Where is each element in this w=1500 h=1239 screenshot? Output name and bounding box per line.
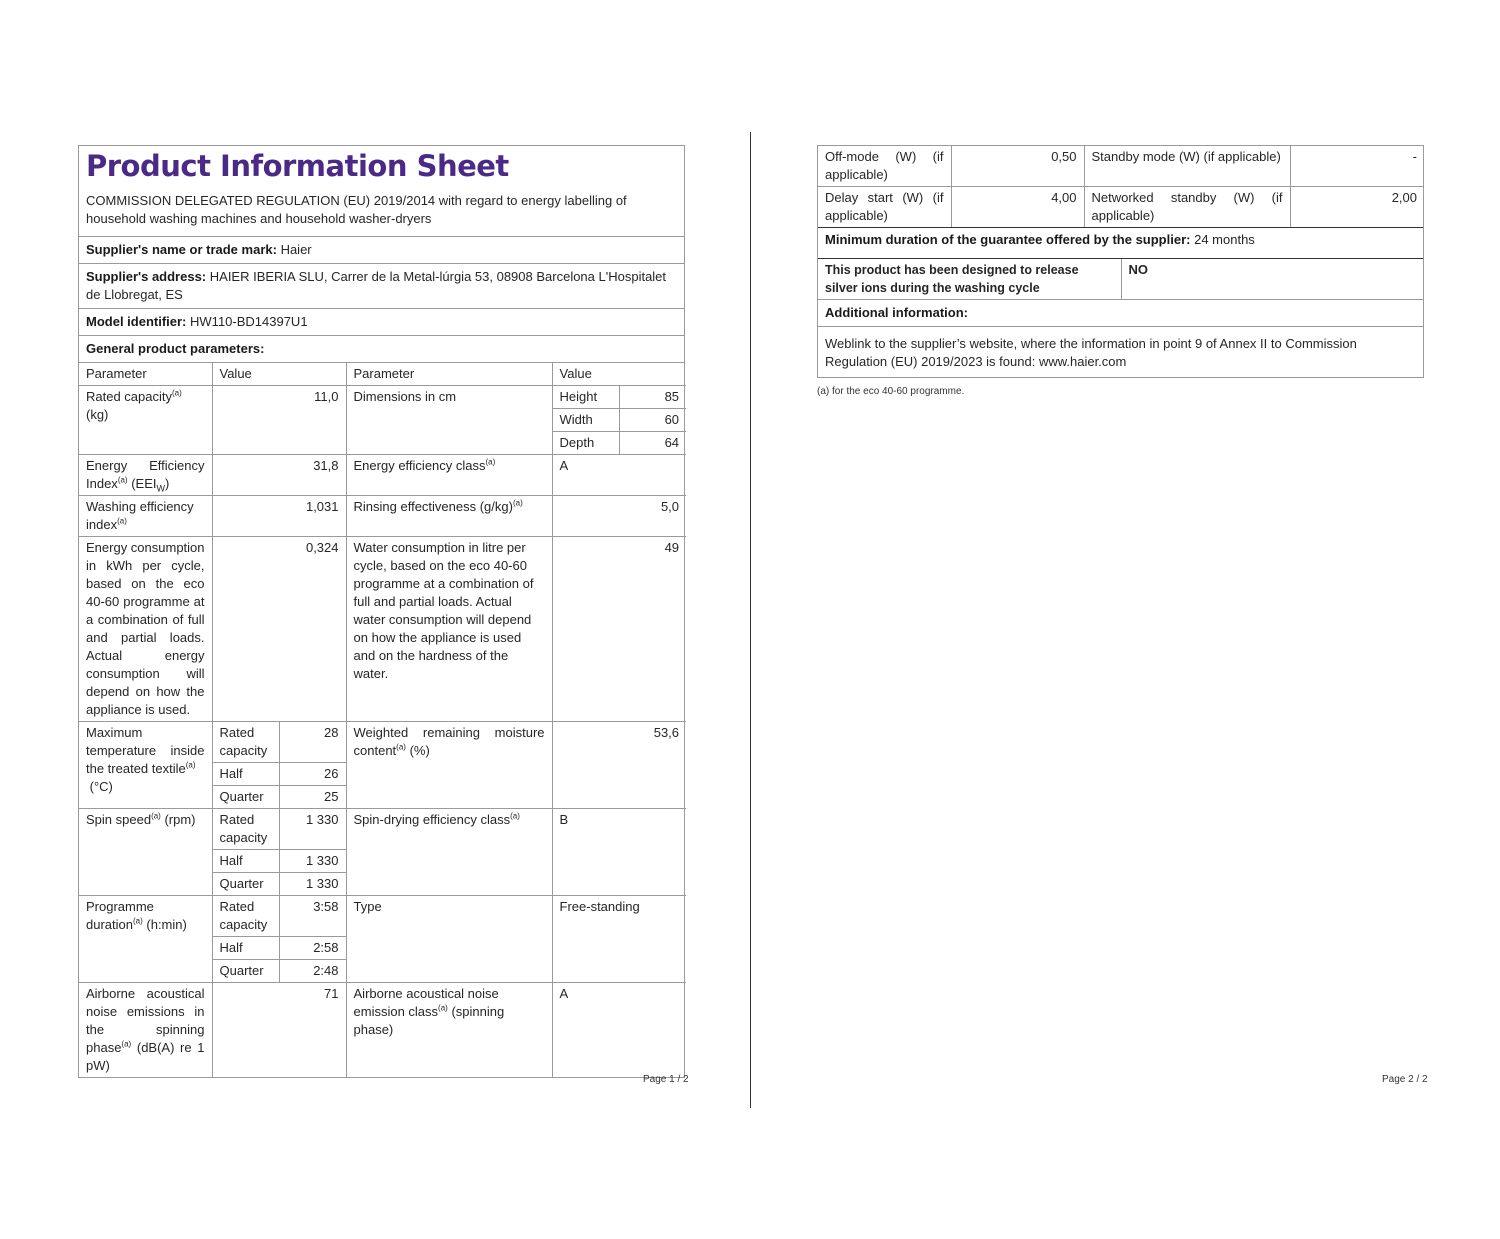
guarantee-value: 24 months — [1194, 232, 1255, 247]
table-row — [79, 537, 686, 722]
col-parameter-2: Parameter — [346, 363, 552, 386]
wei-value: 1,031 — [212, 496, 346, 537]
supplier-address-label: Supplier's address: — [86, 269, 207, 284]
page-title: Product Information Sheet — [86, 149, 509, 183]
table-row — [79, 496, 686, 537]
max-temp-label: Maximum temperature inside the treated textile$^{(a)}$ (°C) — [79, 722, 212, 809]
table-header-row — [79, 363, 686, 386]
spin-class-value: B — [552, 809, 686, 896]
table-row — [79, 983, 686, 1078]
table-row — [818, 259, 1425, 299]
silver-value: NO — [1121, 259, 1425, 299]
power-table — [818, 146, 1424, 227]
silver-table — [818, 259, 1425, 299]
model-row — [79, 308, 684, 335]
temp-rated-value: 28 — [279, 722, 346, 763]
params-table — [79, 363, 686, 1077]
general-params-row — [79, 335, 684, 362]
noise-label: Airborne acoustical noise emissions in the spinning phase$^{(a)}$ (dB(A) re 1 pW) — [79, 983, 212, 1078]
additional-info-row — [818, 299, 1423, 326]
additional-info-label: Additional information: — [825, 305, 968, 320]
wei-label: Washing efficiency index$^{(a)}$ — [79, 496, 212, 537]
table-row — [79, 722, 686, 763]
page-2-footer: Page 2 / 2 — [1382, 1074, 1428, 1085]
prog-half-value: 2:58 — [279, 937, 346, 960]
noise-class-label: Airborne acoustical noise emission class$^{(a)}$ (spinning phase) — [346, 983, 552, 1078]
programme-duration-label: Programme duration$^{(a)}$ (h:min) — [79, 896, 212, 983]
type-label: Type — [346, 896, 552, 983]
spin-half-value: 1 330 — [279, 850, 346, 873]
depth-label: Depth — [552, 432, 619, 455]
supplier-name-row — [79, 236, 684, 263]
height-value: 85 — [619, 386, 686, 409]
footnote: (a) for the eco 40-60 programme. — [817, 386, 965, 397]
temp-rated-label: Rated capacity — [212, 722, 279, 763]
moisture-value: 53,6 — [552, 722, 686, 809]
table-row — [818, 187, 1424, 228]
page-2-box — [817, 145, 1424, 378]
prog-half-label: Half — [212, 937, 279, 960]
noise-class-value: A — [552, 983, 686, 1078]
spin-class-label: Spin-drying efficiency class$^{(a)}$ — [346, 809, 552, 896]
width-label: Width — [552, 409, 619, 432]
table-row — [79, 455, 686, 496]
supplier-name: Haier — [280, 242, 312, 257]
col-parameter-1: Parameter — [79, 363, 212, 386]
spin-quarter-label: Quarter — [212, 873, 279, 896]
prog-rated-label: Rated capacity — [212, 896, 279, 937]
prog-quarter-label: Quarter — [212, 960, 279, 983]
weblink[interactable]: www.haier.com — [1038, 354, 1127, 369]
standby-label: Standby mode (W) (if applicable) — [1084, 146, 1290, 187]
moisture-label: Weighted remaining moisture content$^{(a)}$ (%) — [346, 722, 552, 809]
type-value: Free-standing — [552, 896, 686, 983]
prog-rated-value: 3:58 — [279, 896, 346, 937]
networked-label: Networked standby (W) (if applicable) — [1084, 187, 1290, 228]
energy-consumption-label: Energy consumption in kWh per cycle, based on the eco 40-60 programme at a combination of full and partial loads. Actual energy consumption will depend on how the appliance is used. — [79, 537, 212, 722]
guarantee-label: Minimum duration of the guarantee offered by the supplier: — [825, 232, 1191, 247]
supplier-address-row — [79, 263, 684, 308]
height-label: Height — [552, 386, 619, 409]
eei-label: Energy Efficiency Index$^{(a)}$ $(EEI_W)$ — [79, 455, 212, 496]
page-2 — [817, 145, 1424, 397]
rated-capacity-label: Rated capacity$^{(a)}$ (kg) — [79, 386, 212, 455]
eei-value: 31,8 — [212, 455, 346, 496]
supplier-name-label: Supplier's name or trade mark: — [86, 242, 277, 257]
networked-value: 2,00 — [1290, 187, 1424, 228]
temp-half-value: 26 — [279, 763, 346, 786]
dimensions-label: Dimensions in cm — [346, 386, 552, 455]
depth-value: 64 — [619, 432, 686, 455]
weblink-text: Weblink to the supplier’s website, where the information in point 9 of Annex II to Commission Regulation (EU) 2019/2023 is found: — [825, 336, 1357, 369]
energy-consumption-value: 0,324 — [212, 537, 346, 722]
silver-row — [818, 258, 1423, 299]
water-consumption-value: 49 — [552, 537, 686, 722]
info-sheet-box — [78, 145, 685, 1078]
table-row — [79, 386, 686, 409]
water-consumption-label: Water consumption in litre per cycle, based on the eco 40-60 programme at a combination of full and partial loads. Actual water consumption will depend on how the appliance is used and on the hardness of the water. — [346, 537, 552, 722]
offmode-label: Off-mode (W) (if applicable) — [818, 146, 951, 187]
rinse-label: Rinsing effectiveness $(g/kg)^{(a)}$ — [346, 496, 552, 537]
width-value: 60 — [619, 409, 686, 432]
model-label: Model identifier: — [86, 314, 187, 329]
noise-value: 71 — [212, 983, 346, 1078]
table-row — [818, 146, 1424, 187]
delay-label: Delay start (W) (if applicable) — [818, 187, 951, 228]
temp-quarter-value: 25 — [279, 786, 346, 809]
page-1-footer: Page 1 / 2 — [643, 1074, 689, 1085]
col-value-2: Value — [552, 363, 686, 386]
spin-speed-label: Spin speed$^{(a)}$ (rpm) — [79, 809, 212, 896]
spin-half-label: Half — [212, 850, 279, 873]
params-table-wrap — [79, 362, 684, 1077]
general-params-label: General product parameters: — [86, 341, 265, 356]
rinse-value: 5,0 — [552, 496, 686, 537]
table-row — [79, 896, 686, 937]
regulation-text: COMMISSION DELEGATED REGULATION (EU) 2019/2014 with regard to energy labelling of household washing machines and household washer-dryers — [86, 193, 627, 226]
delay-value: 4,00 — [951, 187, 1084, 228]
page-1 — [78, 145, 685, 1078]
temp-half-label: Half — [212, 763, 279, 786]
supplier-address: HAIER IBERIA SLU, Carrer de la Metal-lúrgia 53, 08908 Barcelona L'Hospitalet de Llobregat, ES — [86, 269, 667, 302]
col-value-1: Value — [212, 363, 346, 386]
silver-label: This product has been designed to release silver ions during the washing cycle — [818, 259, 1121, 299]
standby-value: - — [1290, 146, 1424, 187]
spin-rated-label: Rated capacity — [212, 809, 279, 850]
model-identifier: HW110-BD14397U1 — [190, 314, 308, 329]
prog-quarter-value: 2:48 — [279, 960, 346, 983]
rated-capacity-value: 11,0 — [212, 386, 346, 455]
temp-quarter-label: Quarter — [212, 786, 279, 809]
eec-label: Energy efficiency class$^{(a)}$ — [346, 455, 552, 496]
spin-quarter-value: 1 330 — [279, 873, 346, 896]
page-divider — [750, 132, 751, 1108]
eec-value: A — [552, 455, 686, 496]
spin-rated-value: 1 330 — [279, 809, 346, 850]
offmode-value: 0,50 — [951, 146, 1084, 187]
table-row — [79, 809, 686, 850]
guarantee-row — [818, 227, 1423, 252]
weblink-row — [818, 326, 1423, 377]
